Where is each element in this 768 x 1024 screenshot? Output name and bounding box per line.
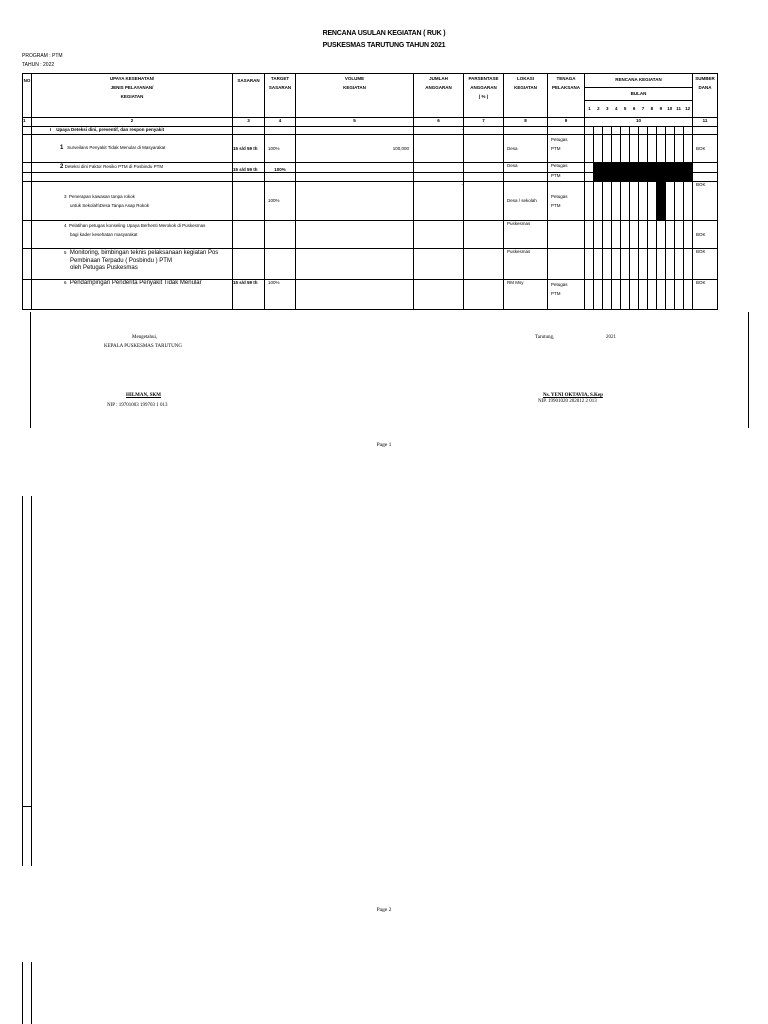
page-margin-line xyxy=(22,808,23,866)
page-1-label: Page 1 xyxy=(376,442,392,448)
section-row: I Upaya Deteksi dini, preventif, dan respon penyakit - xyxy=(23,127,718,135)
month-numbers: 1 2 3 4 5 6 7 8 9 10 11 12 xyxy=(588,106,691,112)
table-row: 2 Deteksi dini Faktor Resiko PTM di Posbindu PTM 15 s/d 59 th 100% Desa Petugas xyxy=(23,163,718,173)
page-margin-line xyxy=(22,962,23,1024)
ruk-table xyxy=(22,73,718,310)
page-margin-line xyxy=(31,808,32,866)
column-number-row: 1 2 3 4 5 6 7 8 9 10 11 xyxy=(23,118,718,127)
page-margin-line xyxy=(22,496,23,816)
page-margin-line xyxy=(31,496,32,816)
table-row: 5 Monitoring, bimbingan teknis pelaksanaan kegiatan Pos Pembinaan Terpadu ( Posbindu ) PTM oleh Petugas Puskesmas Puskesmas BOK xyxy=(23,249,718,280)
tahun-label: TAHUN : 2022 xyxy=(22,62,55,68)
left-signatory-nip: NIP : 19701003 199703 1 013 xyxy=(107,403,168,408)
table-header-row xyxy=(23,74,718,118)
table-row: PTM xyxy=(23,173,718,182)
kepala-puskesmas-label: KEPALA PUSKESMAS TARUTUNG xyxy=(104,344,182,349)
header-volume: VOLUME KEGIATAN xyxy=(296,74,414,118)
page-margin-tick xyxy=(22,806,32,807)
place-label: Tarutung, xyxy=(535,335,555,340)
page-margin-line xyxy=(748,312,749,428)
left-signatory-name: HILMAN, SKM xyxy=(126,393,161,398)
header-sasaran: SASARAN xyxy=(233,74,265,118)
header-tenaga: TENAGA PELAKSANA xyxy=(548,74,585,118)
year-label: 2021 xyxy=(606,335,616,340)
header-no: NO xyxy=(23,74,32,118)
header-sumber: SUMBER DANA xyxy=(693,74,718,118)
header-rencana: RENCANA KEGIATAN BULAN 1 2 3 4 5 6 7 8 9 10 11 12 xyxy=(585,74,693,118)
document-title-line2: PUSKESMAS TARUTUNG TAHUN 2021 xyxy=(322,42,446,49)
right-signatory-nip: NIP. 19901020 202012 2 013 xyxy=(538,399,597,404)
table-row: 6 Pendampingan Penderita Penyakit Tidak Menular 15 s/d 59 th 100% RM Msy Petugas PTM BOK xyxy=(23,280,718,310)
table-row: 3 Penerapan kawasan tanpa rokok untuk Sekolah\Desa Tanpa Asap Rokok 100% - Desa / sekolah Petugas PTM BOK xyxy=(23,182,718,221)
table-row: 4 Pelatihan petugas konseling Upaya Berhenti Merokok di Puskesmas bagi kader kesehatan masyarakat Puskesmas BOK xyxy=(23,221,718,249)
table-row: 1 Surveilans Penyakit Tidak Menular di Masyarakat 15 s/d 59 th 100% 100,000 Desa Petugas PTM BOK xyxy=(23,135,718,163)
program-label: PROGRAM : PTM xyxy=(22,53,63,59)
page-2-label: Page 2 xyxy=(376,907,392,913)
document-title-line1: RENCANA USULAN KEGIATAN ( RUK ) xyxy=(322,30,446,37)
header-persentase: PARSENTASE ANGGARAN ( % ) xyxy=(464,74,504,118)
header-upaya: UPAYA KESEHATAN/ JENIS PELAYANAN/ KEGIATAN xyxy=(32,74,233,118)
page-margin-line xyxy=(30,312,31,428)
header-target: TARGET SASARAN xyxy=(265,74,296,118)
page-margin-line xyxy=(31,962,32,1024)
mengetahui-label: Mengetahui, xyxy=(132,335,158,340)
header-jumlah: JUMLAH ANGGARAN xyxy=(414,74,464,118)
right-signatory-name: Ns. YENI OKTAVIA, S.Kep xyxy=(543,393,603,398)
header-lokasi: LOKASI KEGIATAN xyxy=(504,74,548,118)
